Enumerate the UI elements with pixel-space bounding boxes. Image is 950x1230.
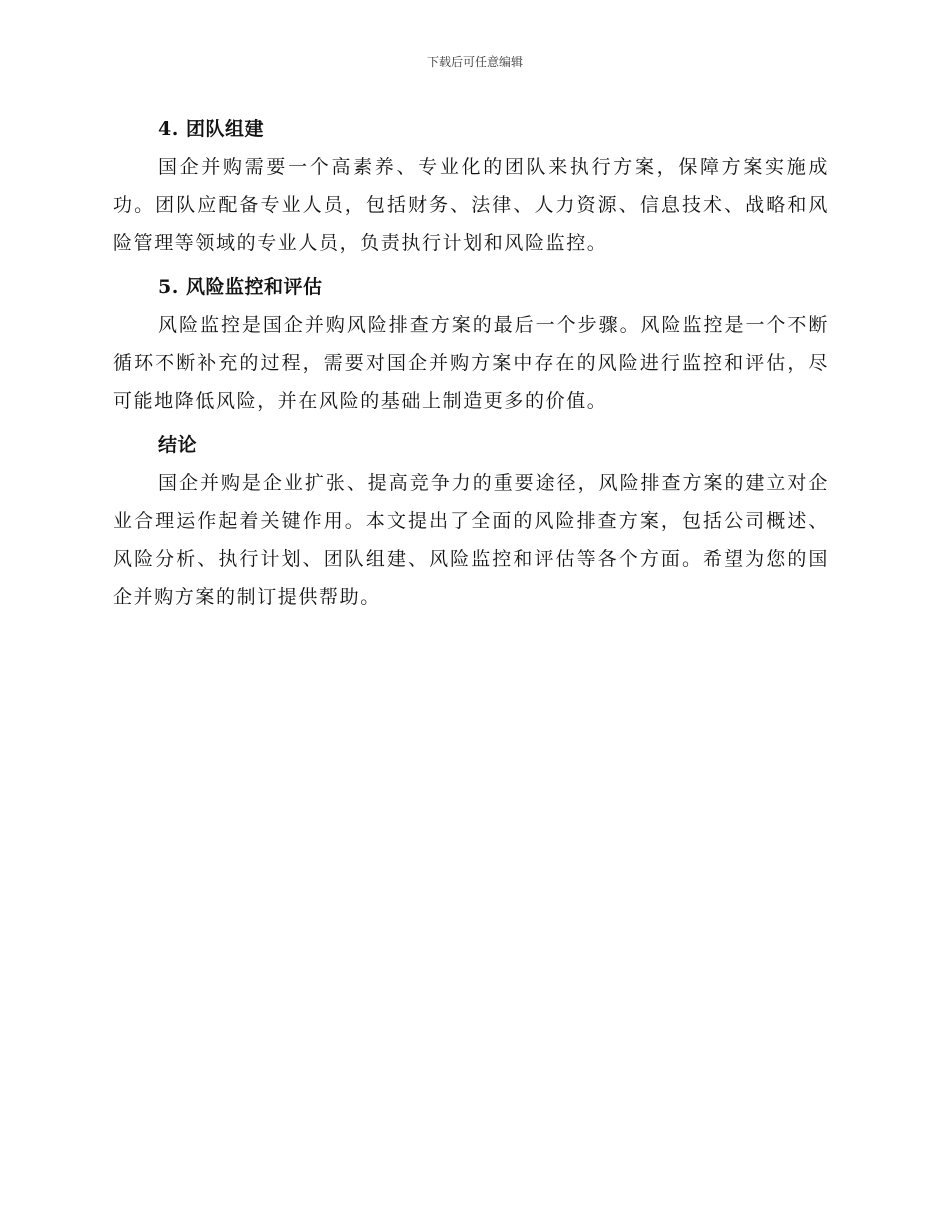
section-heading: 5. 风险监控和评估 xyxy=(158,276,323,298)
section-paragraph: 国企并购需要一个高素养、专业化的团队来执行方案，保障方案实施成功。团队应配备专业人员，包括财务、法律、人力资源、信息技术、战略和风险管理等领域的专业人员，负责执行计划和风险监控。 xyxy=(113,156,829,254)
section-heading: 4. 团队组建 xyxy=(158,118,264,140)
section-team-building xyxy=(113,110,829,262)
section-conclusion xyxy=(113,426,829,616)
section-heading: 结论 xyxy=(158,434,198,456)
document-body xyxy=(113,110,829,622)
section-risk-monitoring xyxy=(113,268,829,420)
section-paragraph: 风险监控是国企并购风险排查方案的最后一个步骤。风险监控是一个不断循环不断补充的过程，需要对国企并购方案中存在的风险进行监控和评估，尽可能地降低风险，并在风险的基础上制造更多的价值。 xyxy=(113,314,829,412)
section-paragraph: 国企并购是企业扩张、提高竞争力的重要途径，风险排查方案的建立对企业合理运作起着关键作用。本文提出了全面的风险排查方案，包括公司概述、风险分析、执行计划、团队组建、风险监控和评估等各个方面。希望为您的国企并购方案的制订提供帮助。 xyxy=(113,472,829,608)
page-header: 下载后可任意编辑 xyxy=(426,55,523,69)
